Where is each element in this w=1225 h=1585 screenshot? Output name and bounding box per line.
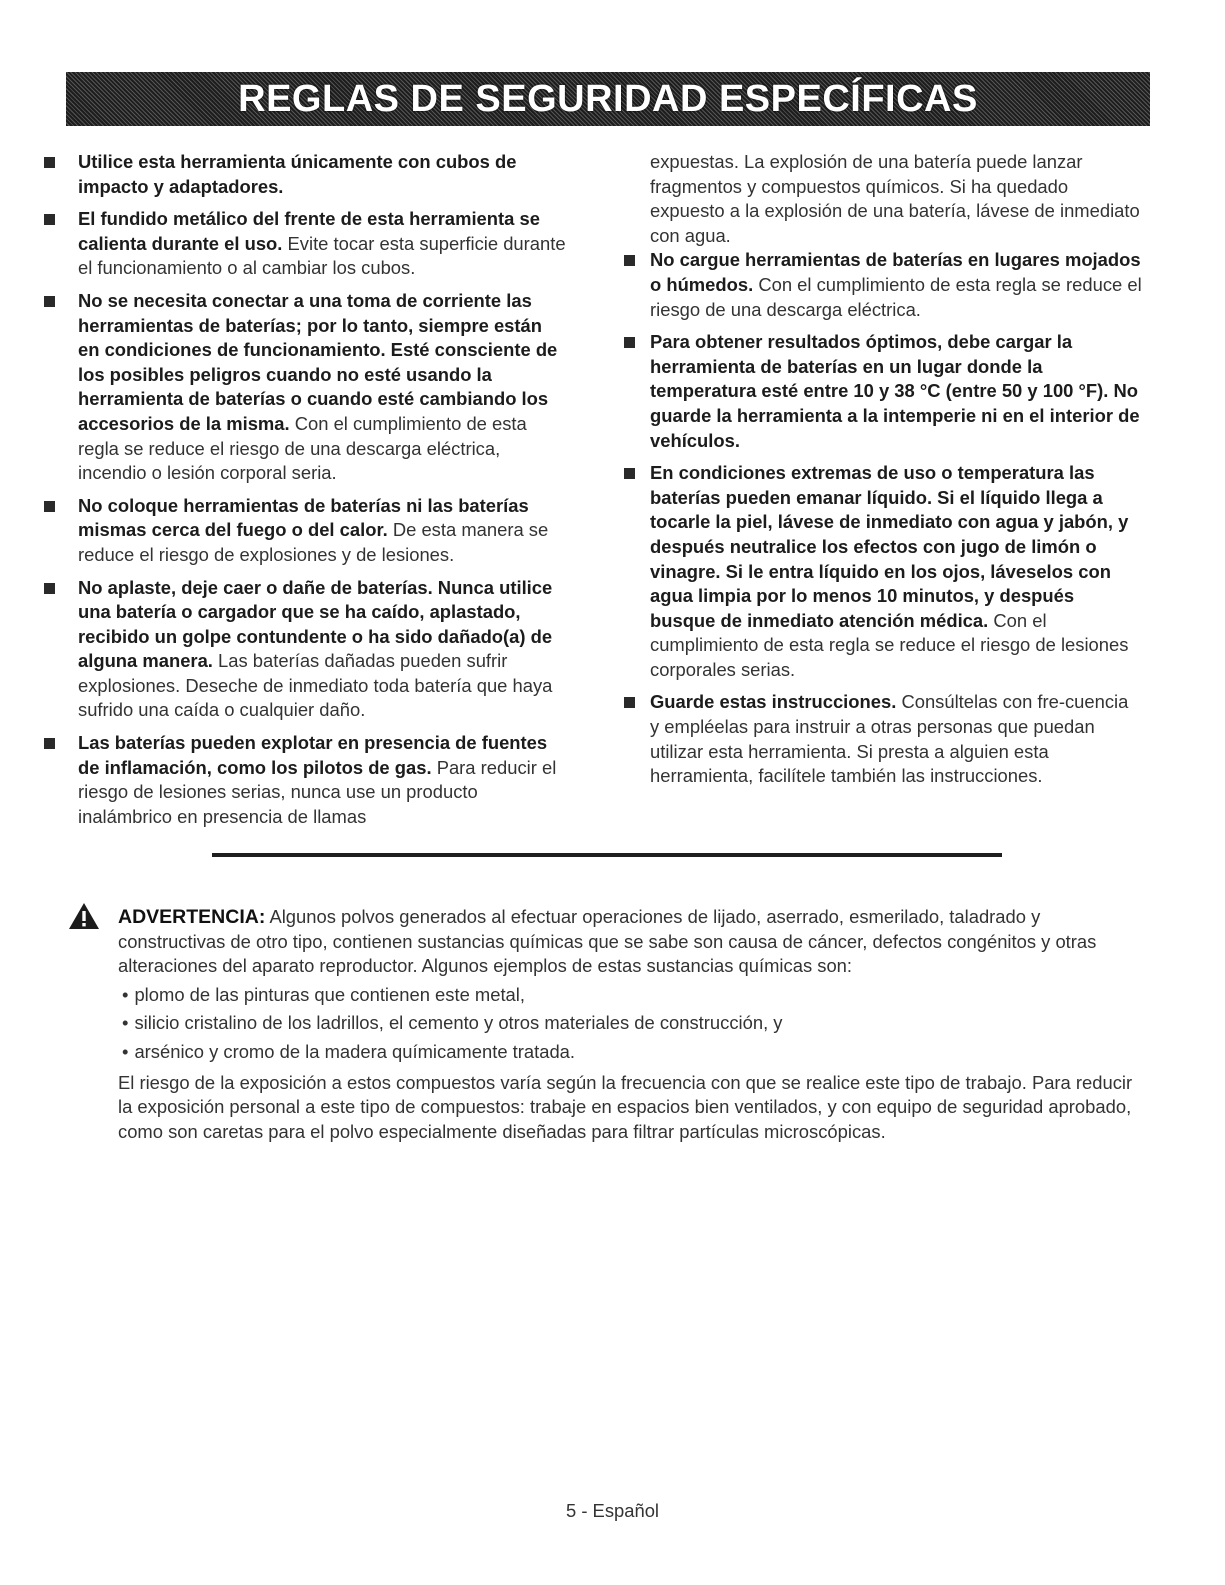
section-title: REGLAS DE SEGURIDAD ESPECÍFICAS xyxy=(238,77,978,120)
square-bullet-icon xyxy=(44,583,55,594)
rule-normal-text: Con el cumplimiento de esta regla se reduce el riesgo de una descarga eléctrica, incendio o lesión corporal seria. xyxy=(78,412,527,484)
square-bullet-icon xyxy=(44,157,55,168)
warning-intro-text: Algunos polvos generados al efectuar operaciones de lijado, aserrado, esmerilado, taladrado y constructivas de otro tipo, contienen sustancias químicas que se sabe son causa de cáncer, defectos congénitos y otras alteraciones del aparato reproductor. Algunos ejemplos de estas sustancias químicas son: xyxy=(118,906,1097,977)
warning-closing-text: El riesgo de la exposición a estos compuestos varía según la frecuencia con que se realice este tipo de trabajo. Para reducir la exposición personal a este tipo de compuestos: trabaje en espacios bien ventilados, y con equipo de seguridad aprobado, como son caretas para el polvo especialmente diseñadas para filtrar partículas microscópicas. xyxy=(118,1071,1133,1142)
rule-normal-text: Consúltelas con fre-cuencia y empléelas para instruir a otras personas que puedan utilizar esta herramienta. Si presta a alguien esta herramienta, facilítele también las instrucciones. xyxy=(650,691,1129,787)
bullet-dot-icon: • xyxy=(122,1012,129,1034)
rule-normal-text: Con el cumplimiento de esta regla se reduce el riesgo de lesiones corporales serias. xyxy=(650,609,1129,680)
rule-normal-text: Las baterías dañadas pueden sufrir explosiones. Deseche de inmediato toda batería que haya sufrido una caída o cualquier daño. xyxy=(78,650,553,721)
warning-intro xyxy=(118,905,1148,979)
rule-bold-text: En condiciones extremas de uso o temperatura las baterías pueden emanar líquido. Si el líquido llega a tocarle la piel, lávese de inmediato con agua y jabón, y después neutralice los efectos con jugo de limón o vinagre. Si le entra líquido en los ojos, láveselos con agua limpia por lo menos 10 minutos, y después busque de inmediato atención médica. xyxy=(650,462,1129,631)
rule-item xyxy=(622,248,1142,322)
rule-bold-text: El fundido metálico del frente de esta herramienta se calienta durante el uso. xyxy=(78,208,540,254)
rule-normal-text: De esta manera se reduce el riesgo de explosiones y de lesiones. xyxy=(78,519,549,565)
list-item-text: silicio cristalino de los ladrillos, el cemento y otros materiales de construcción, y xyxy=(134,1012,783,1034)
square-bullet-icon xyxy=(624,255,635,266)
rule-bold-text: No coloque herramientas de baterías ni las baterías mismas cerca del fuego o del calor. xyxy=(78,494,529,541)
rule-normal-text: Evite tocar esta superficie durante el funcionamiento o al cambiar los cubos. xyxy=(78,232,566,279)
list-item xyxy=(122,983,1148,1008)
rule-item xyxy=(42,150,567,199)
square-bullet-icon xyxy=(624,337,635,348)
square-bullet-icon xyxy=(44,214,55,225)
square-bullet-icon xyxy=(624,697,635,708)
square-bullet-icon xyxy=(44,501,55,512)
bullet-dot-icon: • xyxy=(122,983,129,1005)
rule-bold-text: Guarde estas instrucciones. xyxy=(650,691,897,713)
rule-item xyxy=(42,207,567,281)
rule-bold-text: Para obtener resultados óptimos, debe cargar la herramienta de baterías en un lugar donde la temperatura esté entre 10 y 38 °C (entre 50 y 100 °F). No guarde la herramienta a la intemperie ni en el interior de vehículos. xyxy=(650,331,1140,451)
section-divider xyxy=(212,853,1002,857)
warning-triangle-icon xyxy=(68,902,100,930)
rule-item xyxy=(622,690,1142,788)
rule-normal-text: Con el cumplimiento de esta regla se reduce el riesgo de una descarga eléctrica. xyxy=(650,273,1142,320)
list-item xyxy=(122,1011,1148,1036)
rule-item xyxy=(42,494,567,568)
rule-bold-text: Utilice esta herramienta únicamente con cubos de impacto y adaptadores. xyxy=(78,151,517,197)
rule-bold-text: No cargue herramientas de baterías en lugares mojados o húmedos. xyxy=(650,249,1141,295)
page-footer: 5 - Español xyxy=(565,1500,660,1521)
square-bullet-icon xyxy=(44,738,55,749)
rule-item xyxy=(42,289,567,486)
section-banner xyxy=(66,72,1150,126)
list-item-text: plomo de las pinturas que contienen este metal, xyxy=(134,983,525,1005)
list-item xyxy=(122,1040,1148,1065)
square-bullet-icon xyxy=(624,468,635,479)
warning-label: ADVERTENCIA: xyxy=(118,906,266,928)
warning-block xyxy=(118,905,1148,1144)
rule-item xyxy=(42,576,567,724)
left-column xyxy=(42,150,567,837)
rule-bold-text: No aplaste, deje caer o dañe de baterías. Nunca utilice una batería o cargador que se ha caído, aplastado, recibido un golpe contundente o ha sido dañado(a) de alguna manera. xyxy=(78,576,553,672)
rule-normal-text: Para reducir el riesgo de lesiones serias, nunca use un producto inalámbrico en presencia de llamas xyxy=(78,756,557,827)
rule-item xyxy=(42,731,567,829)
square-bullet-icon xyxy=(44,296,55,307)
rule-item xyxy=(622,330,1142,453)
rule-continuation-text: expuestas. La explosión de una batería puede lanzar fragmentos y compuestos químicos. Si ha quedado expuesto a la explosión de una batería, lávese de inmediato con agua. xyxy=(650,151,1140,246)
bullet-dot-icon: • xyxy=(122,1040,129,1062)
warning-list xyxy=(118,983,1148,1065)
list-item-text: arsénico y cromo de la madera químicamente tratada. xyxy=(134,1040,576,1062)
right-column xyxy=(622,150,1142,797)
rule-bold-text: Las baterías pueden explotar en presencia de fuentes de inflamación, como los pilotos de gas. xyxy=(78,732,548,778)
rule-item xyxy=(622,461,1142,682)
rule-bold-text: No se necesita conectar a una toma de corriente las herramientas de baterías; por lo tanto, siempre están en condiciones de funcionamiento. Esté consciente de los posibles peligros cuando no esté usando la herramienta de baterías o cuando esté cambiando los accesorios de la misma. xyxy=(78,289,558,434)
